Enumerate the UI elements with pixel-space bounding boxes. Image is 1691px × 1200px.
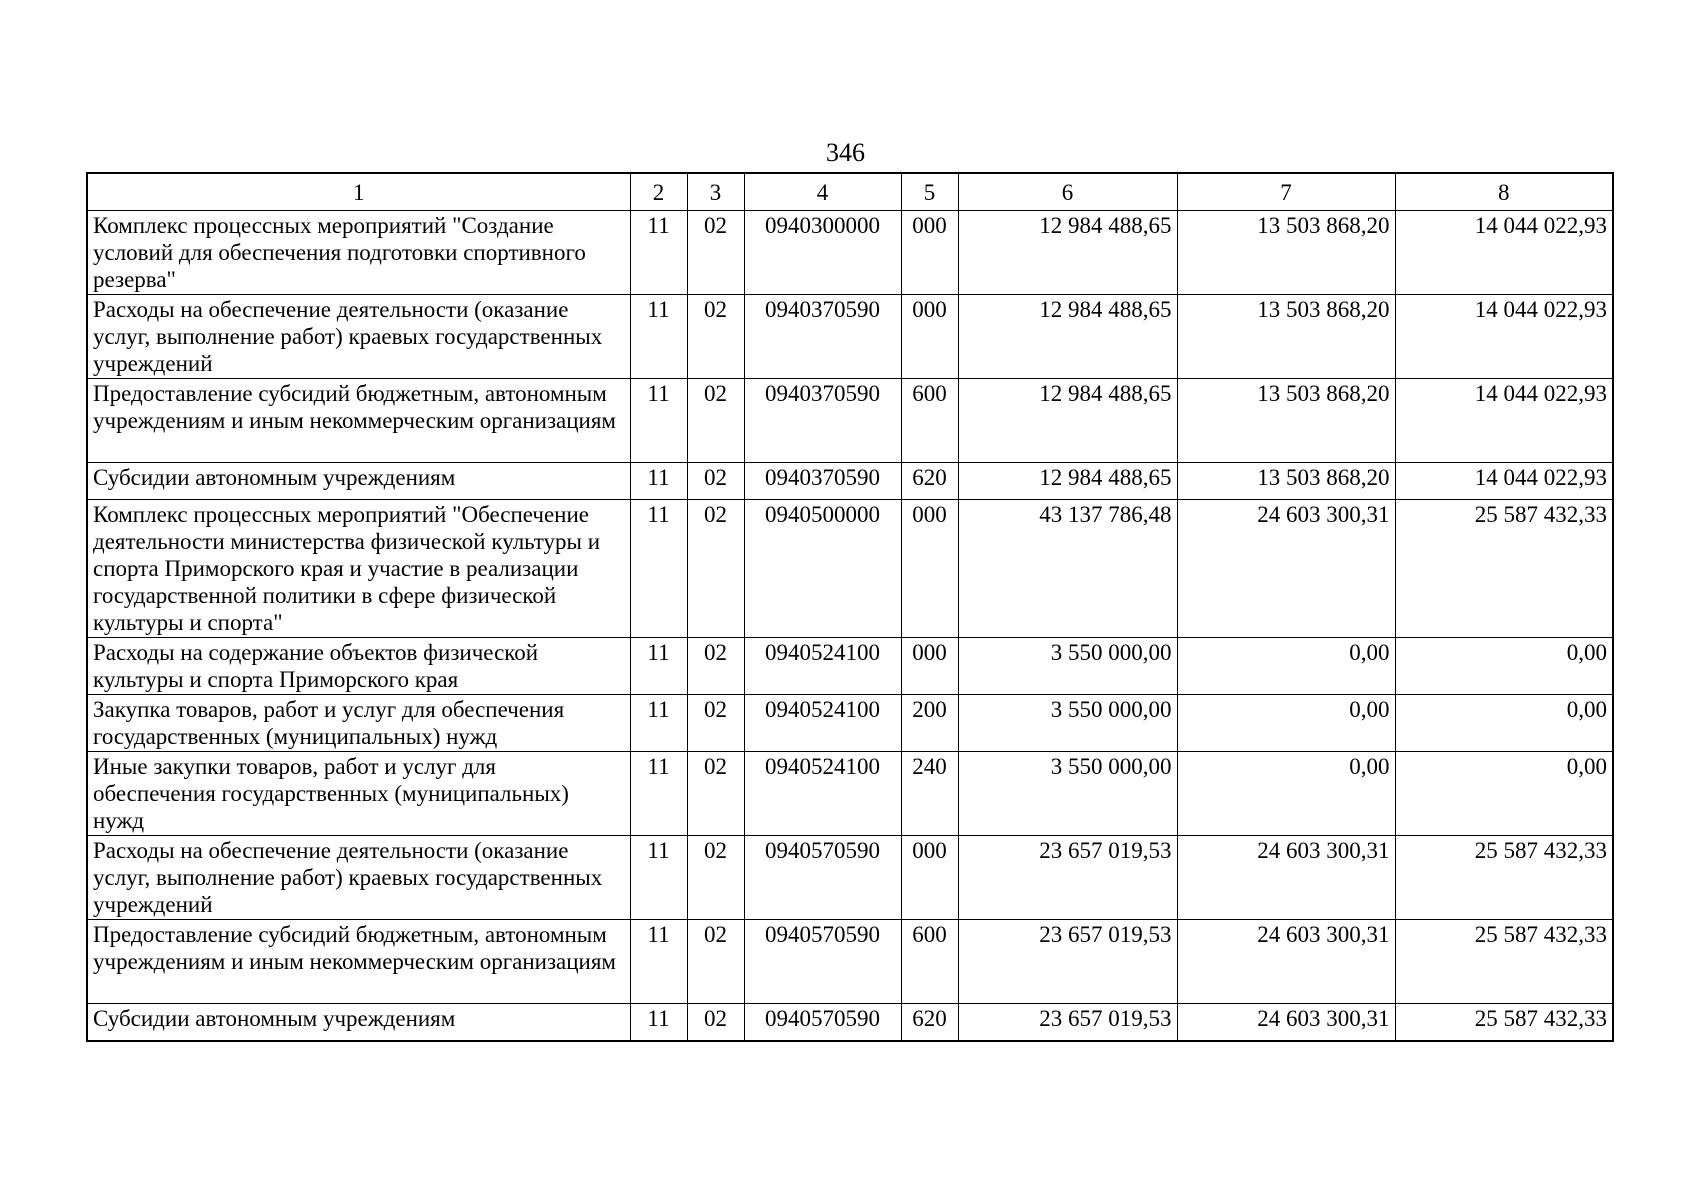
column-header: 1 bbox=[87, 173, 630, 211]
page-number: 346 bbox=[826, 138, 865, 167]
budget-table bbox=[86, 172, 1614, 1042]
amount-col7: 24 603 300,31 bbox=[1177, 1004, 1395, 1042]
amount-col7: 24 603 300,31 bbox=[1177, 836, 1395, 920]
table-row bbox=[87, 836, 1613, 920]
target-article-code: 0940370590 bbox=[744, 379, 901, 463]
amount-col8: 25 587 432,33 bbox=[1395, 836, 1613, 920]
expense-type-code: 600 bbox=[901, 379, 958, 463]
table-row bbox=[87, 463, 1613, 500]
amount-col8: 14 044 022,93 bbox=[1395, 463, 1613, 500]
row-name: Комплекс процессных мероприятий "Обеспечение деятельности министерства физической культуры и спорта Приморского края и участие в реализации государственной политики в сфере физической культуры и спорта" bbox=[87, 500, 630, 638]
subsection-code: 02 bbox=[687, 638, 744, 695]
column-header: 5 bbox=[901, 173, 958, 211]
section-code: 11 bbox=[630, 836, 687, 920]
expense-type-code: 000 bbox=[901, 211, 958, 295]
column-header: 7 bbox=[1177, 173, 1395, 211]
table-row bbox=[87, 211, 1613, 295]
row-name: Субсидии автономным учреждениям bbox=[87, 463, 630, 500]
amount-col7: 24 603 300,31 bbox=[1177, 920, 1395, 1004]
subsection-code: 02 bbox=[687, 920, 744, 1004]
amount-col6: 3 550 000,00 bbox=[958, 752, 1177, 836]
amount-col7: 24 603 300,31 bbox=[1177, 500, 1395, 638]
row-name: Расходы на обеспечение деятельности (оказание услуг, выполнение работ) краевых государственных учреждений bbox=[87, 295, 630, 379]
amount-col6: 12 984 488,65 bbox=[958, 463, 1177, 500]
subsection-code: 02 bbox=[687, 1004, 744, 1042]
section-code: 11 bbox=[630, 295, 687, 379]
column-header: 4 bbox=[744, 173, 901, 211]
table-row bbox=[87, 500, 1613, 638]
target-article-code: 0940370590 bbox=[744, 295, 901, 379]
subsection-code: 02 bbox=[687, 463, 744, 500]
amount-col8: 25 587 432,33 bbox=[1395, 500, 1613, 638]
target-article-code: 0940524100 bbox=[744, 752, 901, 836]
amount-col8: 0,00 bbox=[1395, 752, 1613, 836]
row-name: Субсидии автономным учреждениям bbox=[87, 1004, 630, 1042]
subsection-code: 02 bbox=[687, 379, 744, 463]
amount-col7: 13 503 868,20 bbox=[1177, 379, 1395, 463]
amount-col8: 0,00 bbox=[1395, 695, 1613, 752]
subsection-code: 02 bbox=[687, 500, 744, 638]
section-code: 11 bbox=[630, 752, 687, 836]
table-row bbox=[87, 695, 1613, 752]
amount-col6: 23 657 019,53 bbox=[958, 1004, 1177, 1042]
row-name: Предоставление субсидий бюджетным, автономным учреждениям и иным некоммерческим организациям bbox=[87, 920, 630, 1004]
section-code: 11 bbox=[630, 920, 687, 1004]
amount-col7: 13 503 868,20 bbox=[1177, 211, 1395, 295]
expense-type-code: 000 bbox=[901, 638, 958, 695]
expense-type-code: 600 bbox=[901, 920, 958, 1004]
expense-type-code: 620 bbox=[901, 1004, 958, 1042]
section-code: 11 bbox=[630, 500, 687, 638]
amount-col8: 25 587 432,33 bbox=[1395, 1004, 1613, 1042]
amount-col7: 0,00 bbox=[1177, 752, 1395, 836]
table-row bbox=[87, 920, 1613, 1004]
expense-type-code: 240 bbox=[901, 752, 958, 836]
target-article-code: 0940500000 bbox=[744, 500, 901, 638]
table-row bbox=[87, 295, 1613, 379]
section-code: 11 bbox=[630, 695, 687, 752]
amount-col6: 12 984 488,65 bbox=[958, 379, 1177, 463]
column-header: 8 bbox=[1395, 173, 1613, 211]
expense-type-code: 620 bbox=[901, 463, 958, 500]
row-name: Предоставление субсидий бюджетным, автономным учреждениям и иным некоммерческим организациям bbox=[87, 379, 630, 463]
column-header: 6 bbox=[958, 173, 1177, 211]
row-name: Комплекс процессных мероприятий "Создание условий для обеспечения подготовки спортивного резерва" bbox=[87, 211, 630, 295]
section-code: 11 bbox=[630, 211, 687, 295]
table-row bbox=[87, 1004, 1613, 1042]
amount-col6: 3 550 000,00 bbox=[958, 638, 1177, 695]
column-header: 2 bbox=[630, 173, 687, 211]
subsection-code: 02 bbox=[687, 211, 744, 295]
amount-col6: 43 137 786,48 bbox=[958, 500, 1177, 638]
subsection-code: 02 bbox=[687, 836, 744, 920]
amount-col8: 14 044 022,93 bbox=[1395, 379, 1613, 463]
target-article-code: 0940570590 bbox=[744, 1004, 901, 1042]
section-code: 11 bbox=[630, 379, 687, 463]
subsection-code: 02 bbox=[687, 695, 744, 752]
amount-col7: 0,00 bbox=[1177, 638, 1395, 695]
amount-col8: 14 044 022,93 bbox=[1395, 295, 1613, 379]
table-row bbox=[87, 752, 1613, 836]
header-row bbox=[87, 173, 1613, 211]
amount-col6: 3 550 000,00 bbox=[958, 695, 1177, 752]
target-article-code: 0940370590 bbox=[744, 463, 901, 500]
amount-col7: 0,00 bbox=[1177, 695, 1395, 752]
expense-type-code: 000 bbox=[901, 500, 958, 638]
row-name: Расходы на обеспечение деятельности (оказание услуг, выполнение работ) краевых государственных учреждений bbox=[87, 836, 630, 920]
target-article-code: 0940300000 bbox=[744, 211, 901, 295]
expense-type-code: 000 bbox=[901, 836, 958, 920]
expense-type-code: 000 bbox=[901, 295, 958, 379]
section-code: 11 bbox=[630, 638, 687, 695]
target-article-code: 0940570590 bbox=[744, 920, 901, 1004]
column-header: 3 bbox=[687, 173, 744, 211]
amount-col6: 23 657 019,53 bbox=[958, 836, 1177, 920]
amount-col8: 14 044 022,93 bbox=[1395, 211, 1613, 295]
expense-type-code: 200 bbox=[901, 695, 958, 752]
target-article-code: 0940524100 bbox=[744, 695, 901, 752]
amount-col7: 13 503 868,20 bbox=[1177, 295, 1395, 379]
target-article-code: 0940524100 bbox=[744, 638, 901, 695]
amount-col6: 12 984 488,65 bbox=[958, 211, 1177, 295]
table-row bbox=[87, 638, 1613, 695]
amount-col8: 25 587 432,33 bbox=[1395, 920, 1613, 1004]
row-name: Расходы на содержание объектов физической культуры и спорта Приморского края bbox=[87, 638, 630, 695]
amount-col8: 0,00 bbox=[1395, 638, 1613, 695]
section-code: 11 bbox=[630, 463, 687, 500]
amount-col6: 23 657 019,53 bbox=[958, 920, 1177, 1004]
table-row bbox=[87, 379, 1613, 463]
target-article-code: 0940570590 bbox=[744, 836, 901, 920]
row-name: Иные закупки товаров, работ и услуг для обеспечения государственных (муниципальных) нужд bbox=[87, 752, 630, 836]
amount-col6: 12 984 488,65 bbox=[958, 295, 1177, 379]
amount-col7: 13 503 868,20 bbox=[1177, 463, 1395, 500]
subsection-code: 02 bbox=[687, 752, 744, 836]
subsection-code: 02 bbox=[687, 295, 744, 379]
section-code: 11 bbox=[630, 1004, 687, 1042]
row-name: Закупка товаров, работ и услуг для обеспечения государственных (муниципальных) нужд bbox=[87, 695, 630, 752]
